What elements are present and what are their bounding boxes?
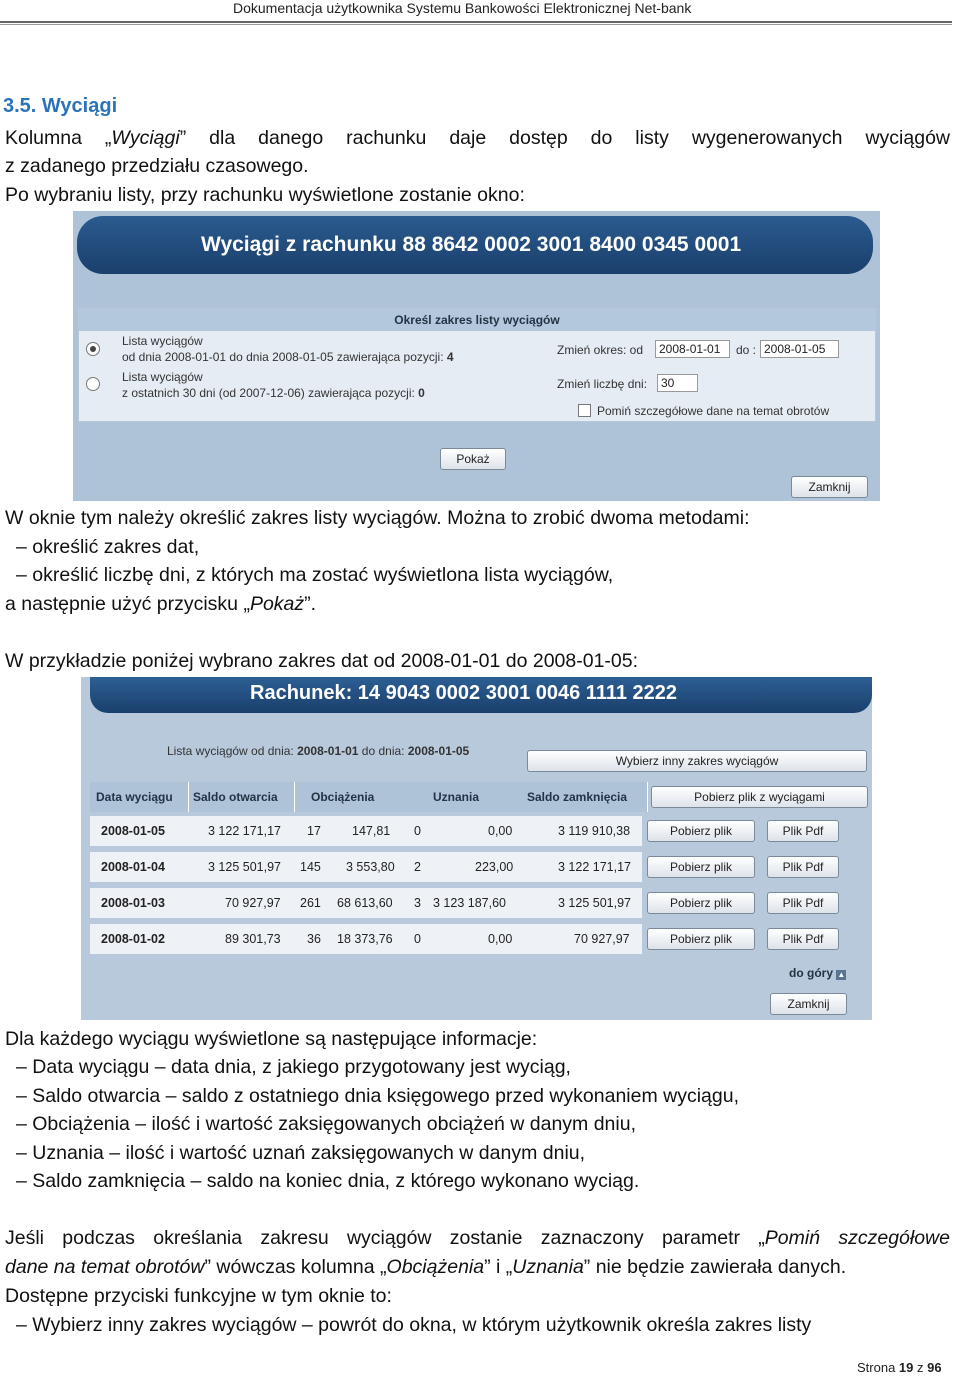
row-credit-value: 3 123 187,60 xyxy=(433,896,506,910)
mid-paragraph-2: a następnie użyć przycisku „Pokaż”. xyxy=(5,593,317,615)
section-title: 3.5. Wyciągi xyxy=(3,95,118,117)
info-item: – Data wyciągu – data dnia, z jakiego przygotowany jest wyciąg, xyxy=(16,1056,571,1078)
row-pdf-button[interactable]: Plik Pdf xyxy=(767,820,839,842)
row-debit-value: 68 613,60 xyxy=(337,896,393,910)
skip-details-label: Pomiń szczegółowe dane na temat obrotów xyxy=(597,404,830,418)
header-title: Dokumentacja użytkownika Systemu Bankowości Elektronicznej Net-bank xyxy=(233,0,692,16)
row-opening: 70 927,97 xyxy=(225,896,281,910)
row-credit-count: 2 xyxy=(414,860,421,874)
closing-line-3: Dostępne przyciski funkcyjne w tym oknie to: xyxy=(5,1285,392,1307)
row-closing: 3 119 910,38 xyxy=(558,824,631,838)
top-link[interactable]: do góry ▲ xyxy=(789,966,846,980)
intro-line-2: z zadanego przedziału czasowego. xyxy=(5,155,309,177)
intro-line-3: Po wybraniu listy, przy rachunku wyświetlone zostanie okno: xyxy=(5,184,525,206)
date-range-radio[interactable] xyxy=(86,342,100,356)
show-button[interactable]: Pokaż xyxy=(440,448,506,470)
info-item: – Saldo zamknięcia – saldo na koniec dnia, z którego wykonano wyciąg. xyxy=(16,1170,640,1192)
window-title: Wyciągi z rachunku 88 8642 0002 3001 8400 0345 0001 xyxy=(201,233,742,256)
days-radio[interactable] xyxy=(86,377,100,391)
col-opening: Saldo otwarcia xyxy=(189,782,295,812)
row-debit-count: 261 xyxy=(300,896,321,910)
statements-range-window xyxy=(73,211,880,501)
panel-title: Określ zakres listy wyciągów xyxy=(79,309,875,331)
option2-detail: z ostatnich 30 dni (od 2007-12-06) zawierająca pozycji: 0 xyxy=(122,386,425,400)
row-credit-count: 0 xyxy=(414,824,421,838)
row-debit-value: 3 553,80 xyxy=(346,860,395,874)
intro-line-1: Kolumna „Wyciągi” dla danego rachunku daje dostęp do listy wygenerowanych wyciągów xyxy=(5,127,951,149)
row-date: 2008-01-02 xyxy=(101,932,165,946)
page-number: Strona 19 z 96 xyxy=(857,1360,942,1375)
row-date: 2008-01-05 xyxy=(101,824,165,838)
row-credit-value: 223,00 xyxy=(475,860,514,874)
row-credit-count: 3 xyxy=(414,896,421,910)
row-opening: 3 125 501,97 xyxy=(208,860,281,874)
col-credits: Uznania xyxy=(411,782,540,812)
row-pdf-button[interactable]: Plik Pdf xyxy=(767,856,839,878)
page-header xyxy=(0,0,960,26)
method-2: – określić liczbę dni, z których ma zostać wyświetlona lista wyciągów, xyxy=(16,564,614,586)
statements-list-window xyxy=(81,677,872,1020)
table-row xyxy=(90,816,642,846)
row-closing: 3 125 501,97 xyxy=(558,896,631,910)
row-date: 2008-01-04 xyxy=(101,860,165,874)
date-from-input[interactable]: 2008-01-01 xyxy=(655,340,730,358)
window-title-bar xyxy=(77,216,873,274)
row-debit-value: 147,81 xyxy=(352,824,391,838)
row-debit-count: 36 xyxy=(307,932,321,946)
row-credit-count: 0 xyxy=(414,932,421,946)
row-debit-value: 18 373,76 xyxy=(337,932,393,946)
option2-label: Lista wyciągów xyxy=(122,370,203,384)
row-credit-value: 0,00 xyxy=(488,932,513,946)
info-item: – Saldo otwarcia – saldo z ostatniego dnia księgowego przed wykonaniem wyciągu, xyxy=(16,1085,740,1107)
table-row xyxy=(90,888,642,918)
info-item: – Obciążenia – ilość i wartość zaksięgowanych obciążeń w danym dniu, xyxy=(16,1113,636,1135)
close-button[interactable]: Zamknij xyxy=(770,993,847,1015)
change-days-label: Zmień liczbę dni: xyxy=(557,377,648,391)
account-title-bar xyxy=(90,677,872,713)
col-date: Data wyciągu xyxy=(90,782,189,812)
row-download-button[interactable]: Pobierz plik xyxy=(647,892,755,914)
row-credit-value: 0,00 xyxy=(488,824,513,838)
row-opening: 89 301,73 xyxy=(225,932,281,946)
closing-line-1: Jeśli podczas określania zakresu wyciągów zostanie zaznaczony parametr „Pomiń szczegółowe xyxy=(5,1227,950,1249)
info-intro: Dla każdego wyciągu wyświetlone są następujące informacje: xyxy=(5,1028,538,1050)
row-opening: 3 122 171,17 xyxy=(208,824,281,838)
table-row xyxy=(90,924,642,954)
col-debits: Obciążenia xyxy=(295,782,424,812)
info-item: – Uznania – ilość i wartość uznań zaksięgowanych w danym dniu, xyxy=(16,1142,586,1164)
download-all-button[interactable]: Pobierz plik z wyciągami xyxy=(651,786,868,808)
example-intro: W przykładzie poniżej wybrano zakres dat od 2008-01-01 do 2008-01-05: xyxy=(5,650,639,672)
row-debit-count: 145 xyxy=(300,860,321,874)
method-1: – określić zakres dat, xyxy=(16,536,200,558)
days-input[interactable]: 30 xyxy=(657,374,698,392)
table-row xyxy=(90,852,642,882)
option1-label: Lista wyciągów xyxy=(122,334,203,348)
range-panel xyxy=(78,308,876,422)
closing-line-4: – Wybierz inny zakres wyciągów – powrót do okna, w którym użytkownik określa zakres listy xyxy=(16,1314,812,1336)
header-rule-thin xyxy=(0,24,952,25)
row-debit-count: 17 xyxy=(307,824,321,838)
mid-paragraph-1: W oknie tym należy określić zakres listy wyciągów. Można to zrobić dwoma metodami: xyxy=(5,507,750,529)
row-download-button[interactable]: Pobierz plik xyxy=(647,928,755,950)
date-to-input[interactable]: 2008-01-05 xyxy=(760,340,839,358)
row-closing: 3 122 171,17 xyxy=(558,860,631,874)
row-pdf-button[interactable]: Plik Pdf xyxy=(767,892,839,914)
row-closing: 70 927,97 xyxy=(574,932,630,946)
change-period-label: Zmień okres: od xyxy=(557,343,644,357)
skip-details-checkbox[interactable] xyxy=(578,404,591,417)
row-date: 2008-01-03 xyxy=(101,896,165,910)
choose-range-button[interactable]: Wybierz inny zakres wyciągów xyxy=(527,750,867,772)
closing-line-2: dane na temat obrotów” wówczas kolumna „Obciążenia” i „Uznania” nie będzie zawierała danych. xyxy=(5,1256,847,1278)
row-download-button[interactable]: Pobierz plik xyxy=(647,820,755,842)
account-title: Rachunek: 14 9043 0002 3001 0046 1111 2222 xyxy=(250,682,678,704)
to-label: do : xyxy=(736,343,757,357)
row-pdf-button[interactable]: Plik Pdf xyxy=(767,928,839,950)
close-button[interactable]: Zamknij xyxy=(791,476,868,498)
header-rule xyxy=(0,21,952,23)
option1-detail: od dnia 2008-01-01 do dnia 2008-01-05 zawierająca pozycji: 4 xyxy=(122,350,454,364)
col-closing: Saldo zamknięcia xyxy=(523,782,648,812)
list-range-label: Lista wyciągów od dnia: 2008-01-01 do dnia: 2008-01-05 xyxy=(167,744,470,758)
arrow-up-icon: ▲ xyxy=(837,970,846,979)
row-download-button[interactable]: Pobierz plik xyxy=(647,856,755,878)
